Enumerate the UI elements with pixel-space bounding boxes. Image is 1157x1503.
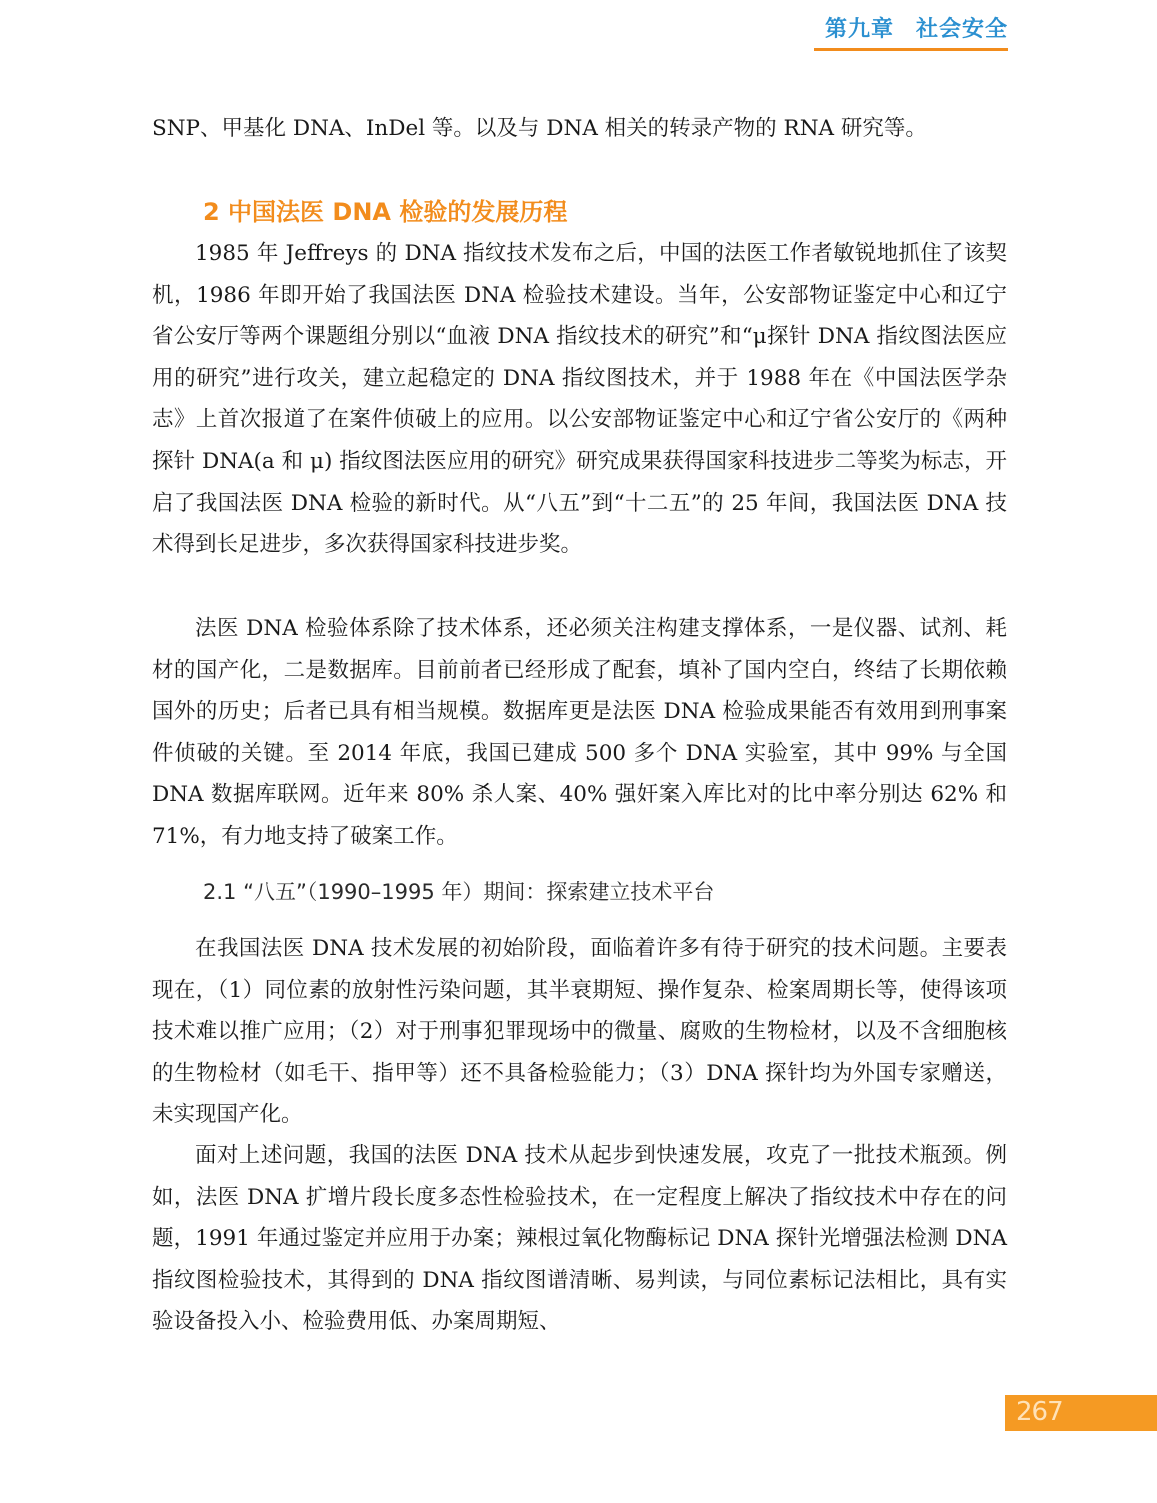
paragraph-breakthroughs [152,1135,1007,1343]
subsection-heading: 2.1 “八五”（1990–1995 年）期间：探索建立技术平台 [203,880,715,904]
paragraph-text: SNP、甲基化 DNA、InDel 等。以及与 DNA 相关的转录产物的 RNA 研究等。 [152,116,927,141]
paragraph-text: 1985 年 Jeffreys 的 DNA 指纹技术发布之后，中国的法医工作者敏锐地抓住了该契机，1986 年即开始了我国法医 DNA 检验技术建设。当年，公安部物证鉴定中心和辽宁省公安厅等两个课题组分别以“血液 DNA 指纹技术的研究”和“μ探针 DNA 指纹图法医应用的研究”进行攻关，建立起稳定的 DNA 指纹图技术，并于 1988 年在《中国法医学杂志》上首次报道了在案件侦破上的应用。以公安部物证鉴定中心和辽宁省公安厅的《两种探针 DNA(a 和 μ) 指纹图法医应用的研究》研究成果获得国家科技进步二等奖为标志，开启了我国法医 DNA 检验的新时代。从“八五”到“十二五”的 25 年间，我国法医 DNA 技术得到长足进步，多次获得国家科技进步奖。 [152,241,1007,558]
running-header [814,12,1008,51]
chapter-label: 第九章 [824,17,894,42]
paragraph-support-system [152,608,1007,858]
chapter-title: 社会安全 [915,17,1008,42]
paragraph-initial-stage [152,928,1007,1136]
paragraph-jeffreys [152,233,1007,566]
section-heading: 2 中国法医 DNA 检验的发展历程 [203,198,568,226]
paragraph-continued [152,108,1007,150]
page-number: 267 [1016,1397,1063,1427]
paragraph-text: 法医 DNA 检验体系除了技术体系，还必须关注构建支撑体系，一是仪器、试剂、耗材的国产化，二是数据库。目前前者已经形成了配套，填补了国内空白，终结了长期依赖国外的历史；后者已具有相当规模。数据库更是法医 DNA 检验成果能否有效用到刑事案件侦破的关键。至 2014 年底，我国已建成 500 多个 DNA 实验室，其中 99% 与全国 DNA 数据库联网。近年来 80% 杀人案、40% 强奸案入库比对的比中率分别达 62% 和 71%，有力地支持了破案工作。 [152,616,1007,849]
paragraph-text: 在我国法医 DNA 技术发展的初始阶段，面临着许多有待于研究的技术问题。主要表现在，（1）同位素的放射性污染问题，其半衰期短、操作复杂、检案周期长等，使得该项技术难以推广应用；（2）对于刑事犯罪现场中的微量、腐败的生物检材，以及不含细胞核的生物检材（如毛干、指甲等）还不具备检验能力；（3）DNA 探针均为外国专家赠送，未实现国产化。 [152,936,1007,1128]
paragraph-text: 面对上述问题，我国的法医 DNA 技术从起步到快速发展，攻克了一批技术瓶颈。例如，法医 DNA 扩增片段长度多态性检验技术，在一定程度上解决了指纹技术中存在的问题，1991 年通过鉴定并应用于办案；辣根过氧化物酶标记 DNA 探针光增强法检测 DNA 指纹图检验技术，其得到的 DNA 指纹图谱清晰、易判读，与同位素标记法相比，具有实验设备投入小、检验费用低、办案周期短、 [152,1143,1007,1335]
page-number-box [1005,1395,1157,1431]
